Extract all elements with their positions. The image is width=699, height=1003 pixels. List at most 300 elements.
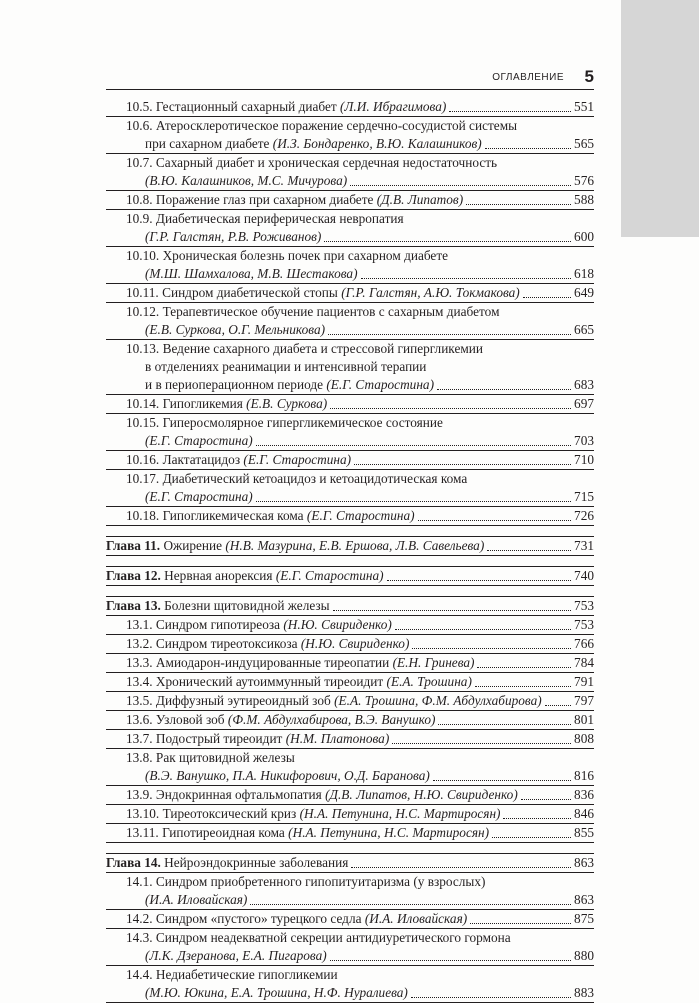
entry-title: и в периоперационном периоде (145, 377, 327, 392)
toc-line-text (126, 910, 467, 928)
section-number: 13.7. (126, 731, 156, 746)
entry-title: Синдром неадекватной секреции антидиуретического гормона (155, 930, 511, 945)
dot-leader (250, 891, 571, 909)
entry-authors: (И.З. Бондаренко, В.Ю. Калашников) (272, 136, 482, 151)
toc-line (106, 172, 594, 190)
dot-leader (256, 488, 571, 506)
dot-leader (470, 910, 571, 928)
entry-authors: (Е.В. Суркова) (246, 396, 328, 411)
entry-title: Синдром тиреотоксикоза (155, 636, 301, 651)
running-header-title: ОГЛАВЛЕНИЕ (492, 72, 564, 83)
toc-line (106, 340, 594, 358)
toc-line-text (145, 228, 321, 246)
toc-entry (106, 117, 594, 154)
entry-page-number: 863 (574, 892, 594, 907)
dot-leader (387, 567, 571, 585)
entry-title: Синдром «пустого» турецкого седла (155, 911, 365, 926)
toc-line-text (126, 98, 446, 116)
entry-authors: (М.Ю. Юкина, Е.А. Трошина, Н.Ф. Нуралиева) (145, 985, 408, 1000)
toc-line-text (126, 786, 518, 804)
dot-leader (523, 284, 571, 302)
toc-line-text (126, 340, 483, 358)
toc-line (106, 210, 594, 228)
section-number: 10.17. (126, 471, 163, 486)
toc-line (106, 228, 594, 246)
entry-page-number: 883 (574, 985, 594, 1000)
section-number: 10.18. (126, 508, 163, 523)
toc-line (106, 395, 594, 413)
toc-line-text (145, 321, 325, 339)
entry-page-number: 726 (574, 508, 594, 523)
toc-line-text (126, 711, 435, 729)
entry-title: Ведение сахарного диабета и стрессовой гипергликемии (162, 341, 483, 356)
dot-leader (330, 947, 571, 965)
section-number: 10.12. (126, 304, 163, 319)
entry-page-number: 618 (574, 266, 594, 281)
entry-authors: (Д.В. Липатов) (376, 192, 464, 207)
entry-authors: (Е.Г. Старостина) (145, 433, 253, 448)
toc-line-text (126, 414, 443, 432)
toc-line (106, 191, 594, 209)
dot-leader (256, 432, 571, 450)
dot-leader (411, 984, 571, 1002)
toc-entry (106, 929, 594, 966)
entry-title: Гестационный сахарный диабет (155, 99, 340, 114)
toc-line-text (126, 284, 520, 302)
dot-leader (477, 654, 571, 672)
dot-leader (433, 767, 571, 785)
section-number: 10.10. (126, 248, 163, 263)
dot-leader (324, 228, 571, 246)
chapter-number: Глава 12. (106, 568, 165, 583)
entry-page-number: 753 (574, 617, 594, 632)
section-number: 13.10. (126, 806, 163, 821)
toc-entry (106, 303, 594, 340)
toc-line-text (126, 654, 474, 672)
entry-title: Нейроэндокринные заболевания (164, 855, 349, 870)
section-number: 14.2. (126, 911, 156, 926)
toc-line (106, 414, 594, 432)
toc-entry (106, 284, 594, 303)
entry-authors: (Л.К. Дзеранова, Е.А. Пигарова) (145, 948, 327, 963)
toc-entry (106, 414, 594, 451)
entry-authors: (Е.Г. Старостина) (145, 489, 253, 504)
dot-leader (545, 692, 571, 710)
section-number: 13.11. (126, 825, 163, 840)
entry-page-number: 710 (574, 452, 594, 467)
entry-authors: (И.А. Иловайская) (364, 911, 468, 926)
toc-entry (106, 692, 594, 711)
toc-entry (106, 154, 594, 191)
toc-entry (106, 451, 594, 470)
entry-page-number: 753 (574, 598, 594, 613)
entry-page-number: 665 (574, 322, 594, 337)
toc-line-text (126, 805, 500, 823)
entry-title: Недиабетические гипогликемии (155, 967, 338, 982)
entry-authors: (В.Э. Ванушко, П.А. Никифорович, О.Д. Баранова) (145, 768, 430, 783)
toc-line-text (145, 947, 327, 965)
entry-title: Синдром приобретенного гипопитуитаризма (у взрослых) (155, 874, 486, 889)
toc-line (106, 966, 594, 984)
dot-leader (333, 597, 571, 615)
dot-leader (503, 805, 571, 823)
entry-authors: (Е.Г. Старостина) (306, 508, 415, 523)
entry-page-number: 855 (574, 825, 594, 840)
toc-entry (106, 98, 594, 117)
entry-authors: (Н.Ю. Свириденко) (300, 636, 410, 651)
section-number: 13.9. (126, 787, 156, 802)
section-divider (106, 526, 594, 537)
toc-line (106, 635, 594, 653)
section-divider (106, 586, 594, 597)
section-number: 10.5. (126, 99, 156, 114)
toc-entry (106, 711, 594, 730)
toc-line-text (106, 537, 484, 555)
toc-line-text (126, 154, 497, 172)
toc-line (106, 805, 594, 823)
entry-page-number: 875 (574, 911, 594, 926)
entry-title: Диффузный эутиреоидный зоб (155, 693, 335, 708)
toc-chapter (106, 854, 594, 873)
dot-leader (354, 451, 571, 469)
toc-line-text (126, 210, 404, 228)
toc-entry (106, 191, 594, 210)
entry-title: Синдром диабетической стопы (162, 285, 342, 300)
toc-line (106, 767, 594, 785)
entry-authors: (И.А. Иловайская) (145, 892, 248, 907)
toc-entry (106, 635, 594, 654)
toc-line (106, 929, 594, 947)
toc-line-text (126, 824, 489, 842)
entry-authors: (Е.А. Трошина) (386, 674, 472, 689)
entry-page-number: 797 (574, 693, 594, 708)
toc-line-text (145, 172, 347, 190)
dot-leader (361, 265, 572, 283)
entry-title: Ожирение (163, 538, 226, 553)
entry-page-number: 846 (574, 806, 594, 821)
section-number: 13.5. (126, 693, 156, 708)
entry-page-number: 784 (574, 655, 594, 670)
entry-title: Подострый тиреоидит (155, 731, 286, 746)
toc-line (106, 376, 594, 394)
toc-entry (106, 824, 594, 843)
toc-line (106, 597, 594, 615)
entry-authors: (Г.Р. Галстян, Р.В. Роживанов) (145, 229, 322, 244)
toc-line-text (126, 692, 542, 710)
entry-page-number: 600 (574, 229, 594, 244)
toc-line-text (126, 451, 351, 469)
section-number: 14.1. (126, 874, 156, 889)
entry-page-number: 697 (574, 396, 594, 411)
toc-entry (106, 805, 594, 824)
entry-title: при сахарном диабете (145, 136, 273, 151)
toc-line (106, 488, 594, 506)
toc-line (106, 154, 594, 172)
section-number: 10.11. (126, 285, 163, 300)
entry-authors: (Е.В. Суркова, О.Г. Мельникова) (145, 322, 326, 337)
dot-leader (328, 321, 571, 339)
toc-line-text (126, 929, 511, 947)
section-number: 14.4. (126, 967, 156, 982)
dot-leader (449, 98, 571, 116)
toc-entry (106, 616, 594, 635)
running-header (106, 68, 594, 90)
toc-line-text (126, 303, 500, 321)
entry-authors: (М.Ш. Шамхалова, М.В. Шестакова) (145, 266, 358, 281)
toc-line (106, 891, 594, 909)
toc-entry (106, 786, 594, 805)
toc-line-text (126, 247, 448, 265)
dot-leader (351, 854, 571, 872)
page-edge-tab (621, 0, 699, 237)
dot-leader (485, 135, 571, 153)
toc-line (106, 303, 594, 321)
toc-line-text (126, 749, 295, 767)
entry-authors: (Г.Р. Галстян, А.Ю. Токмакова) (341, 285, 520, 300)
toc-line (106, 730, 594, 748)
chapter-number: Глава 13. (106, 598, 165, 613)
toc-line (106, 135, 594, 153)
toc-line-text (126, 507, 415, 525)
toc-line (106, 507, 594, 525)
entry-authors: (Н.А. Петунина, Н.С. Мартиросян) (288, 825, 490, 840)
toc-line (106, 984, 594, 1002)
toc-line (106, 854, 594, 872)
toc-line-text (145, 984, 408, 1002)
entry-title: в отделениях реанимации и интенсивной терапии (145, 359, 427, 374)
entry-authors: (Л.И. Ибрагимова) (339, 99, 447, 114)
entry-title: Сахарный диабет и хроническая сердечная недостаточность (155, 155, 498, 170)
entry-page-number: 576 (574, 173, 594, 188)
toc-line-text (145, 265, 358, 283)
toc-entry (106, 730, 594, 749)
toc-line (106, 451, 594, 469)
toc-line-text (145, 358, 426, 376)
toc-entry (106, 749, 594, 786)
toc-line (106, 711, 594, 729)
entry-title: Лактатацидоз (162, 452, 244, 467)
entry-page-number: 808 (574, 731, 594, 746)
toc-entry (106, 470, 594, 507)
toc-line (106, 432, 594, 450)
dot-leader (492, 824, 571, 842)
toc-chapter (106, 567, 594, 586)
entry-title: Диабетический кетоацидоз и кетоацидотическая кома (162, 471, 468, 486)
toc-line (106, 947, 594, 965)
entry-title: Нервная анорексия (164, 568, 276, 583)
entry-page-number: 791 (574, 674, 594, 689)
section-number: 10.7. (126, 155, 156, 170)
entry-authors: (Е.Г. Старостина) (275, 568, 384, 583)
dot-leader (392, 730, 571, 748)
section-number: 10.14. (126, 396, 163, 411)
toc-line (106, 247, 594, 265)
toc-line-text (145, 488, 253, 506)
section-number: 10.6. (126, 118, 156, 133)
toc-line (106, 284, 594, 302)
toc-line (106, 692, 594, 710)
entry-title: Гипогликемическая кома (162, 508, 307, 523)
entry-title: Рак щитовидной железы (155, 750, 295, 765)
entry-page-number: 649 (574, 285, 594, 300)
toc-chapter (106, 597, 594, 616)
chapter-number: Глава 11. (106, 538, 164, 553)
entry-page-number: 703 (574, 433, 594, 448)
section-divider (106, 556, 594, 567)
entry-page-number: 816 (574, 768, 594, 783)
toc-line-text (145, 376, 434, 394)
entry-title: Терапевтическое обучение пациентов с сахарным диабетом (162, 304, 500, 319)
entry-page-number: 551 (574, 99, 594, 114)
entry-page-number: 588 (574, 192, 594, 207)
entry-title: Гипогликемия (162, 396, 247, 411)
section-number: 13.3. (126, 655, 156, 670)
section-number: 13.4. (126, 674, 156, 689)
entry-page-number: 766 (574, 636, 594, 651)
toc-line-text (106, 597, 330, 615)
toc-entry (106, 673, 594, 692)
toc-line-text (145, 767, 430, 785)
entry-authors: (Н.В. Мазурина, Е.В. Ершова, Л.В. Савельева) (225, 538, 485, 553)
toc-line (106, 616, 594, 634)
entry-authors: (Е.Г. Старостина) (326, 377, 435, 392)
toc-line-text (145, 432, 253, 450)
toc-line-text (126, 966, 338, 984)
section-number: 13.6. (126, 712, 156, 727)
dot-leader (395, 616, 571, 634)
entry-title: Синдром гипотиреоза (155, 617, 284, 632)
entry-authors: (Н.Ю. Свириденко) (283, 617, 392, 632)
toc-line-text (106, 567, 384, 585)
entry-title: Поражение глаз при сахарном диабете (155, 192, 377, 207)
toc-line (106, 470, 594, 488)
entry-authors: (Е.Н. Гринева) (392, 655, 475, 670)
toc-line (106, 98, 594, 116)
toc-line-text (126, 873, 485, 891)
toc-entry (106, 340, 594, 395)
toc-entry (106, 873, 594, 910)
dot-leader (466, 191, 571, 209)
toc-line-text (126, 673, 472, 691)
entry-title: Амиодарон-индуцированные тиреопатии (155, 655, 393, 670)
toc-chapter (106, 537, 594, 556)
section-number: 10.8. (126, 192, 156, 207)
toc-line-text (126, 191, 463, 209)
section-number: 14.3. (126, 930, 156, 945)
toc-line (106, 654, 594, 672)
entry-page-number: 683 (574, 377, 594, 392)
toc-line-text (126, 395, 327, 413)
toc-line (106, 673, 594, 691)
entry-authors: (Ф.М. Абдулхабирова, В.Э. Ванушко) (227, 712, 436, 727)
section-number: 13.8. (126, 750, 156, 765)
dot-leader (521, 786, 571, 804)
toc-entry (106, 966, 594, 1003)
entry-title: Диабетическая периферическая невропатия (155, 211, 404, 226)
header-rule (106, 89, 594, 90)
entry-title: Хронический аутоиммунный тиреоидит (155, 674, 387, 689)
entry-page-number: 801 (574, 712, 594, 727)
entry-title: Болезни щитовидной железы (164, 598, 330, 613)
entry-authors: (В.Ю. Калашников, М.С. Мичурова) (145, 173, 348, 188)
entry-page-number: 740 (574, 568, 594, 583)
toc-line (106, 824, 594, 842)
toc-line-text (145, 891, 247, 909)
toc-line-text (126, 730, 389, 748)
toc-line (106, 537, 594, 555)
toc-line (106, 786, 594, 804)
entry-page-number: 715 (574, 489, 594, 504)
toc-line (106, 358, 594, 376)
dot-leader (487, 537, 571, 555)
section-divider (106, 843, 594, 854)
dot-leader (438, 711, 571, 729)
chapter-number: Глава 14. (106, 855, 165, 870)
toc-line-text (126, 470, 467, 488)
entry-authors: (Н.А. Петунина, Н.С. Мартиросян) (299, 806, 501, 821)
section-number: 10.15. (126, 415, 163, 430)
toc-line (106, 265, 594, 283)
toc-line-text (126, 616, 392, 634)
section-number: 13.1. (126, 617, 156, 632)
toc-line (106, 910, 594, 928)
toc-line-text (126, 635, 409, 653)
entry-title: Тиреотоксический криз (162, 806, 300, 821)
entry-title: Эндокринная офтальмопатия (155, 787, 326, 802)
toc-line (106, 117, 594, 135)
toc-entry (106, 910, 594, 929)
dot-leader (475, 673, 571, 691)
entry-page-number: 731 (574, 538, 594, 553)
section-number: 10.13. (126, 341, 163, 356)
toc-line-text (126, 117, 517, 135)
dot-leader (412, 635, 571, 653)
toc-entry (106, 210, 594, 247)
section-number: 10.16. (126, 452, 163, 467)
toc-line (106, 321, 594, 339)
toc-line (106, 749, 594, 767)
entry-page-number: 565 (574, 136, 594, 151)
dot-leader (330, 395, 571, 413)
entry-page-number: 836 (574, 787, 594, 802)
dot-leader (350, 172, 571, 190)
entry-title: Хроническая болезнь почек при сахарном диабете (162, 248, 449, 263)
entry-authors: (Е.А. Трошина, Ф.М. Абдулхабирова) (334, 693, 542, 708)
toc-entry (106, 247, 594, 284)
entry-page-number: 880 (574, 948, 594, 963)
entry-authors: (Н.М. Платонова) (285, 731, 390, 746)
section-number: 10.9. (126, 211, 156, 226)
entry-authors: (Е.Г. Старостина) (243, 452, 352, 467)
section-number: 13.2. (126, 636, 156, 651)
entry-authors: (Д.В. Липатов, Н.Ю. Свириденко) (325, 787, 518, 802)
page-number: 5 (584, 67, 594, 86)
entry-title: Атеросклеротическое поражение сердечно-сосудистой системы (155, 118, 518, 133)
toc-line (106, 567, 594, 585)
toc-line (106, 873, 594, 891)
dot-leader (418, 507, 571, 525)
dot-leader (437, 376, 571, 394)
entry-title: Гиперосмолярное гипергликемическое состояние (162, 415, 443, 430)
toc-entry (106, 507, 594, 526)
toc-line-text (145, 135, 482, 153)
toc-entry (106, 654, 594, 673)
entry-title: Гипотиреоидная кома (162, 825, 289, 840)
entry-page-number: 863 (574, 855, 594, 870)
table-of-contents (106, 98, 594, 1003)
toc-entry (106, 395, 594, 414)
toc-line-text (106, 854, 348, 872)
